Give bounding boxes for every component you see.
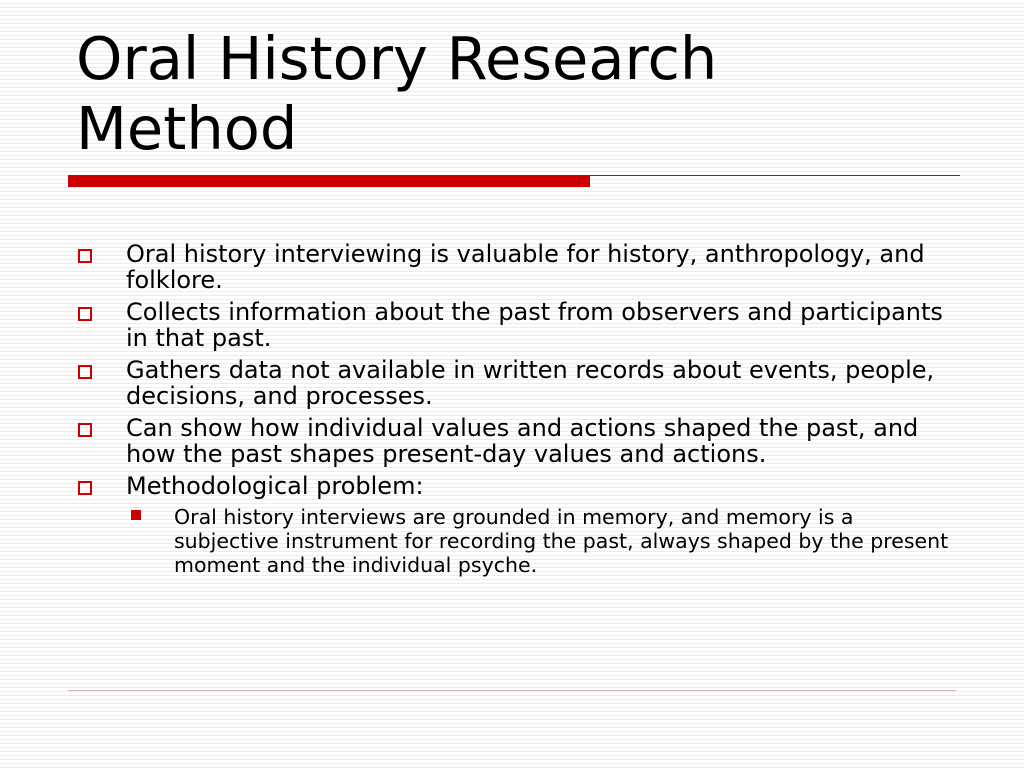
sub-bullet-text: Oral history interviews are grounded in memory, and memory is a subjective instrument for recording the past, always shaped by the present moment and the individual psyche. (174, 505, 949, 577)
bullet-list (76, 241, 956, 583)
sub-bullet-list (126, 505, 956, 577)
bullet-text: Can show how individual values and actions shaped the past, and how the past shapes present-day values and actions. (126, 414, 919, 468)
bullet-item (76, 415, 956, 467)
bullet-item (76, 241, 956, 293)
title-underline-thick (68, 175, 590, 187)
slide-title: Oral History Research Method (76, 24, 718, 163)
bullet-text: Oral history interviewing is valuable for history, anthropology, and folklore. (126, 240, 925, 294)
filled-square-icon (131, 510, 141, 520)
hollow-square-icon (78, 365, 92, 379)
hollow-square-icon (78, 249, 92, 263)
hollow-square-icon (78, 481, 92, 495)
bullet-item (76, 473, 956, 577)
hollow-square-icon (78, 423, 92, 437)
bullet-text: Gathers data not available in written records about events, people, decisions, and processes. (126, 356, 935, 410)
bullet-text: Collects information about the past from observers and participants in that past. (126, 298, 943, 352)
bullet-text: Methodological problem: (126, 472, 424, 500)
footer-divider (68, 690, 956, 691)
hollow-square-icon (78, 307, 92, 321)
sub-bullet-item (126, 505, 956, 577)
bullet-item (76, 299, 956, 351)
bullet-item (76, 357, 956, 409)
